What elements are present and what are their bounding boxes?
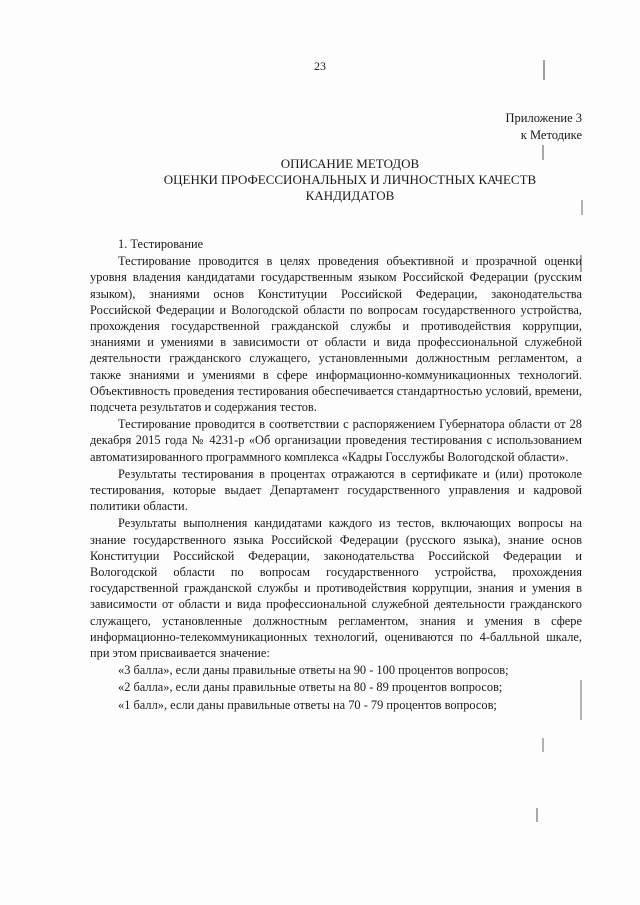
paragraph-testing-basis: Тестирование проводится в соответствии с распоряжением Губернатора области от 28 декабря 2015 года № 4231-р «Об организации проведения тестирования с использованием автоматизированного программного комплекса «Кадры Госслужбы Вологодской области». xyxy=(90,417,582,464)
section-heading: 1. Тестирование xyxy=(118,237,204,251)
title-line-2: ОЦЕНКИ ПРОФЕССИОНАЛЬНЫХ И ЛИЧНОСТНЫХ КАЧЕСТВ xyxy=(163,172,537,187)
title-line-1: ОПИСАНИЕ МЕТОДОВ xyxy=(280,156,420,171)
score-3-points: «3 балла», если даны правильные ответы на 90 - 100 процентов вопросов; xyxy=(118,663,509,678)
title-line-3: КАНДИДАТОВ xyxy=(305,188,395,203)
appendix-reference xyxy=(506,110,582,144)
document-body xyxy=(90,236,582,713)
document-title xyxy=(90,156,610,204)
appendix-line-2: к Методике xyxy=(520,128,582,142)
appendix-line-1: Приложение 3 xyxy=(505,111,582,125)
page-number: 23 xyxy=(314,59,326,73)
paragraph-testing-purpose: Тестирование проводится в целях проведения объективной и прозрачной оценки уровня владения кандидатами государственным языком Российской Федерации (русским языком), знаниями основ Конституции Российской Федерации, законодательства Российской Федерации и Вологодской области по вопросам государственного устройства, прохождения государственной гражданской службы и противодействия коррупции, знаниями и умениями в зависимости от области и вида профессиональной служебной деятельности гражданского служащего, установленными должностным регламентом, а также знаниями и умениями в сфере информационно-коммуникационных технологий. Объективность проведения тестирования обеспечивается стандартностью условий, времени, подсчета результатов и содержания тестов. xyxy=(90,254,582,415)
score-1-point: «1 балл», если даны правильные ответы на 70 - 79 процентов вопросов; xyxy=(118,697,497,712)
paragraph-scoring: Результаты выполнения кандидатами каждого из тестов, включающих вопросы на знание государственного языка Российской Федерации (русского языка), знание основ Конституции Российской Федерации, законодательства Российской Федерации и Вологодской области по вопросам государственного устройства, прохождения государственной гражданской службы и противодействия коррупции, знания и умения в зависимости от области и вида профессиональной служебной деятельности гражданского служащего, установленные должностным регламентом, знания и умения в сфере информационно-телекоммуникационных технологий, оцениваются по 4-балльной шкале, при этом присваивается значение: xyxy=(90,516,582,661)
paragraph-testing-results: Результаты тестирования в процентах отражаются в сертификате и (или) протоколе тестирования, которые выдает Департамент государственного управления и кадровой политики области. xyxy=(90,466,582,514)
score-2-points: «2 балла», если даны правильные ответы на 80 - 89 процентов вопросов; xyxy=(118,680,503,695)
